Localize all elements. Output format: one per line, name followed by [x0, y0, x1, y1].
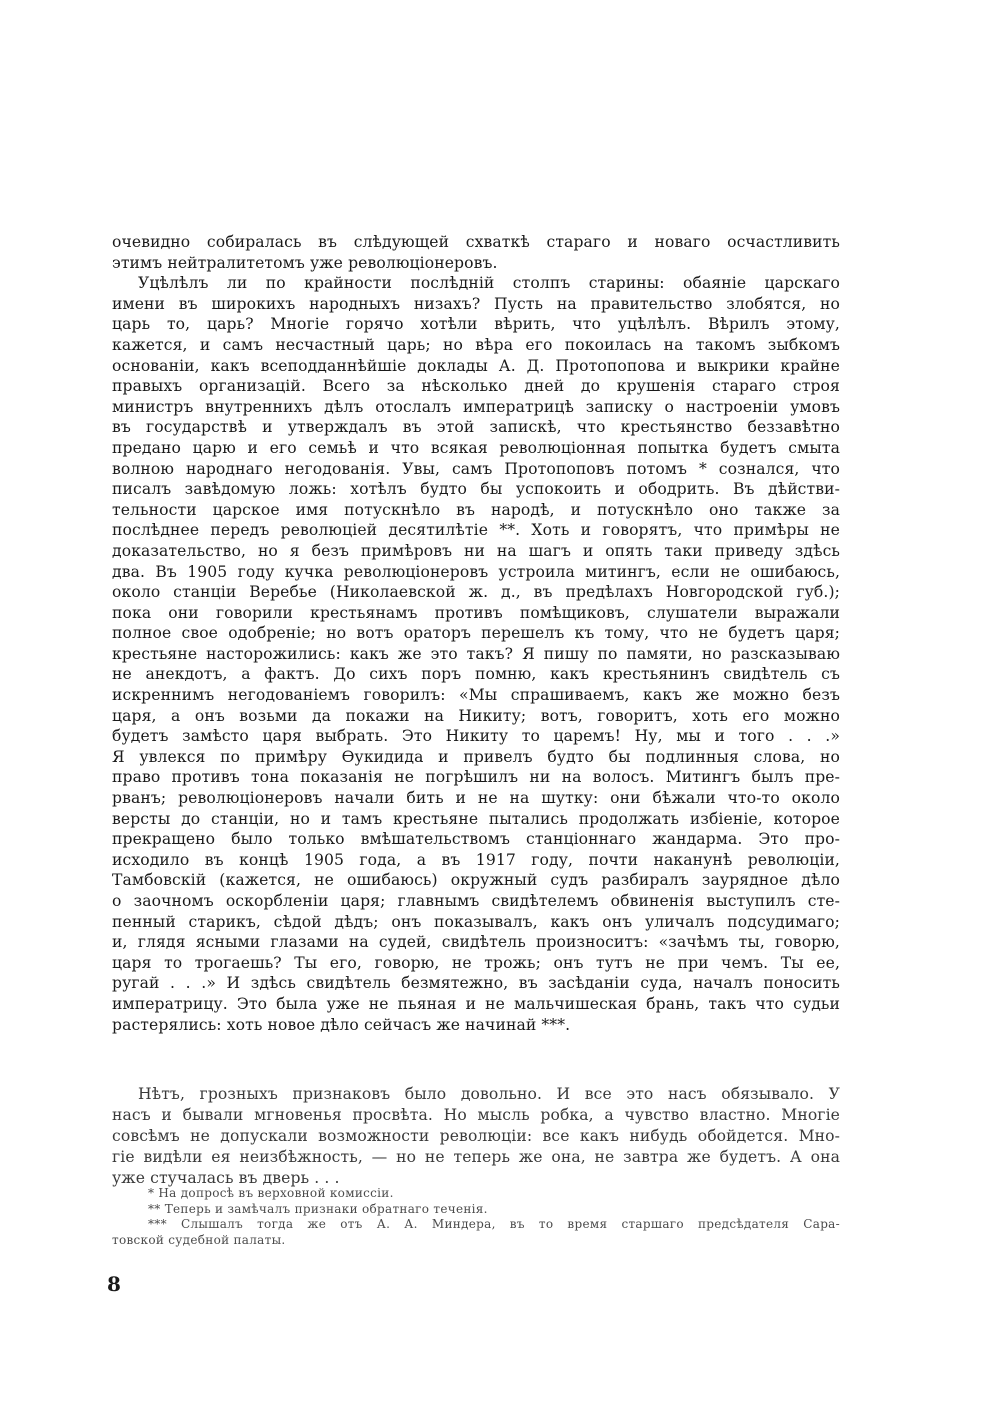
text-line: волною народнаго негодованія. Увы, самъ Протопоповъ потомъ * сознался, что [112, 459, 840, 478]
text-line: имени въ широкихъ народныхъ низахъ? Пусть на правительство злобятся, но [112, 294, 840, 313]
text-line: ругай . . .» И здѣсь свидѣтель безмятежно, въ засѣданіи суда, началъ поносить [112, 974, 840, 993]
text-line: версты до станціи, но и тамъ крестьяне пытались продолжать избіеніе, которое [112, 809, 840, 828]
text-line: министръ внутреннихъ дѣлъ отослалъ императрицѣ записку о настроеніи умовъ [112, 397, 840, 416]
text-line: право противъ тона показанія не погрѣшилъ ни на волосъ. Митингъ былъ пре- [112, 768, 840, 787]
text-line: уже стучалась въ дверь . . . [112, 1169, 340, 1187]
footnote: ** Теперь и замѣчалъ признаки обратнаго теченія. [148, 1201, 488, 1216]
text-line: и, глядя ясными глазами на судей, свидѣтель произноситъ: «зачѣмъ ты, говорю, [112, 933, 840, 952]
text-line: доказательство, но я безъ примѣровъ ни на шагъ и опять таки приведу здѣсь [112, 541, 840, 560]
closing-paragraph [112, 1084, 840, 1189]
page-number: 8 [107, 1272, 121, 1296]
text-line: царь то, царь? Многіе горячо хотѣли вѣрить, что уцѣлѣлъ. Вѣрилъ этому, [112, 315, 840, 334]
text-line: царя, а онъ возьми да покажи на Никиту; вотъ, говоритъ, хоть его можно [112, 706, 840, 725]
main-text [112, 232, 840, 1035]
text-line: насъ и бывали мгновенья просвѣта. Но мысль робка, а чувство властно. Многіе [112, 1106, 840, 1124]
text-line: совсѣмъ не допускали возможности революціи: все какъ нибудь обойдется. Мно- [112, 1127, 840, 1145]
text-line: тельности царское имя потускнѣло въ народѣ, и потускнѣло оно также за [112, 500, 840, 519]
text-line: послѣднее передъ революціей десятилѣтіе **. Хоть и говорятъ, что примѣры не [112, 521, 840, 540]
text-line: Тамбовскій (кажется, не ошибаюсь) окружный судъ разбиралъ заурядное дѣло [112, 871, 840, 890]
footnote: *** Слышалъ тогда же отъ А. А. Миндера, въ то время старшаго предсѣдателя Сара- [148, 1217, 840, 1231]
footnotes [112, 1186, 840, 1248]
text-line: гіе видѣли ея неизбѣжность, — но не теперь же она, не завтра же будетъ. А она [112, 1148, 840, 1166]
text-line: Нѣтъ, грозныхъ признаковъ было довольно. И все это насъ обязывало. У [138, 1085, 840, 1103]
text-line: искреннимъ негодованіемъ говорилъ: «Мы спрашиваемъ, какъ же можно безъ [112, 686, 840, 705]
text-line: крестьяне насторожились: какъ же это такъ? Я пишу по памяти, но разсказываю [112, 644, 840, 663]
text-line: предано царю и его семьѣ и что всякая революціонная попытка будетъ смыта [112, 438, 840, 457]
text-line: въ государствѣ и утверждалъ въ этой запискѣ, что крестьянство беззавѣтно [112, 418, 840, 437]
text-line: кажется, и самъ несчастный царь; но вѣра его покоилась на такомъ зыбкомъ [112, 335, 840, 354]
text-line: основаніи, какъ всеподданнѣйшіе доклады А. Д. Протопопова и выкрики крайне [112, 356, 840, 375]
text-line: исходило въ концѣ 1905 года, а въ 1917 году, почти наканунѣ революціи, [112, 850, 840, 869]
text-line: императрицу. Это была уже не пьяная и не мальчишеская брань, такъ что судьи [112, 994, 840, 1013]
footnote: * На допросѣ въ верховной комиссіи. [148, 1186, 394, 1200]
text-line: царя то трогаешь? Ты его, говорю, не трожь; онъ тутъ не при чемъ. Ты ее, [112, 953, 840, 972]
text-line: пенный старикъ, сѣдой дѣдъ; онъ показывалъ, какъ онъ уличалъ подсудимаго; [112, 912, 840, 931]
text-line: прекращено было только вмѣшательствомъ станціоннаго жандарма. Это про- [112, 830, 840, 849]
text-line: не анекдотъ, а фактъ. До сихъ поръ помню, какъ крестьянинъ свидѣтель съ [112, 665, 840, 684]
text-line: около станціи Веребье (Николаевской ж. д., въ предѣлахъ Новгородской губ.); [112, 583, 840, 602]
text-line: Уцѣлѣлъ ли по крайности послѣдній столпъ старины: обаяніе царскаго [138, 274, 840, 293]
text-line: писалъ завѣдомую ложь: хотѣлъ будто бы успокоить и ободрить. Въ дѣйстви- [112, 480, 840, 499]
text-line: очевидно собиралась въ слѣдующей схваткѣ стараго и новаго осчастливить [112, 233, 840, 251]
text-line: два. Въ 1905 году кучка революціонеровъ устроила митингъ, если не ошибаюсь, [112, 562, 840, 581]
text-line: рванъ; революціонеровъ начали бить и не на шутку: они бѣжали что-то около [112, 789, 840, 808]
text-line: растерялись: хоть новое дѣло сейчасъ же начинай ***. [112, 1015, 571, 1034]
text-line: полное свое одобреніе; но вотъ ораторъ перешелъ къ тому, что не будетъ царя; [112, 624, 840, 643]
footnote-continuation: товской судебной палаты. [112, 1232, 286, 1247]
text-line: будетъ замѣсто царя выбрать. Это Никиту то царемъ! Ну, мы и того . . .» [112, 727, 840, 746]
text-line: о заочномъ оскорбленіи царя; главнымъ свидѣтелемъ обвиненія выступилъ сте- [112, 892, 840, 910]
text-line: этимъ нейтралитетомъ уже революціонеровъ. [112, 253, 498, 272]
text-line: пока они говорили крестьянамъ противъ помѣщиковъ, слушатели выражали [112, 603, 840, 622]
text-line: правыхъ организацій. Всего за нѣсколько дней до крушенія стараго строя [112, 377, 840, 396]
text-line: Я увлекся по примѣру Ѳукидида и привелъ будто бы подлинныя слова, но [112, 747, 840, 766]
